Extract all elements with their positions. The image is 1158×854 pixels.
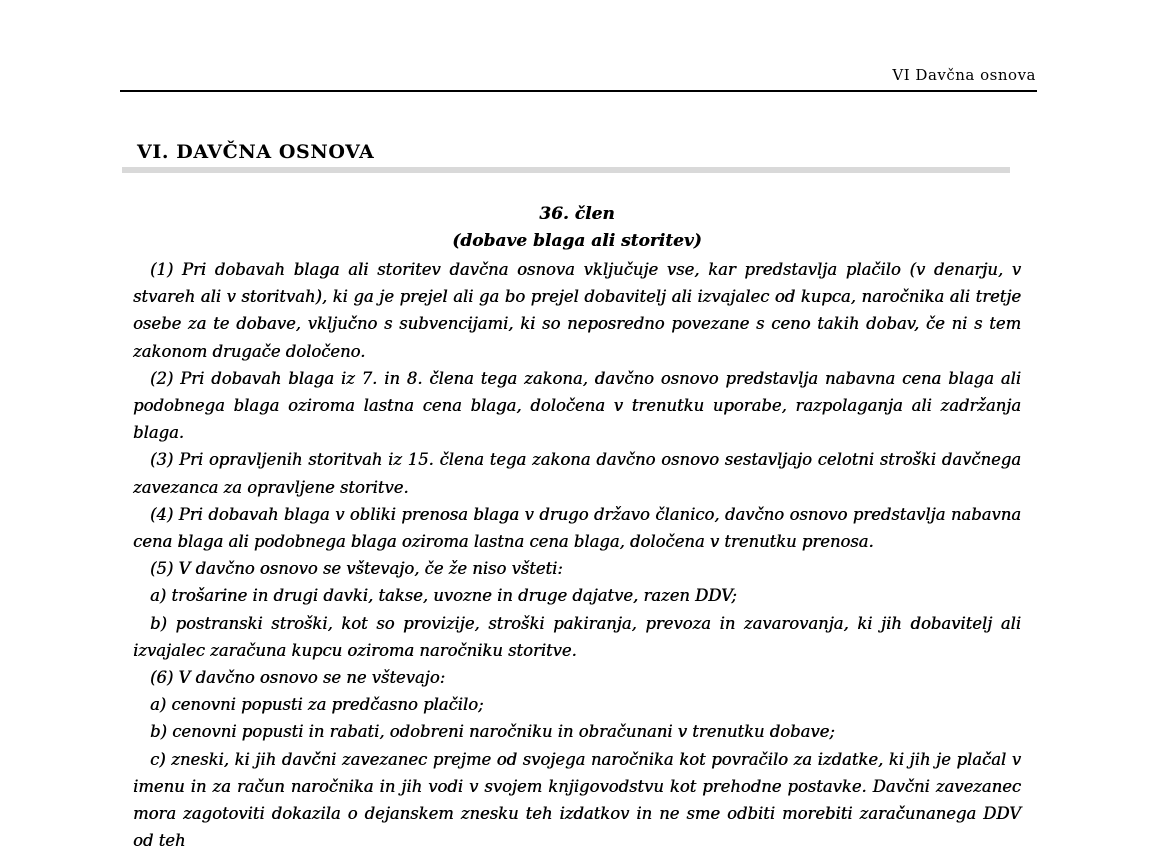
running-header: VI Davčna osnova [892,66,1036,84]
paragraph: b) postranski stroški, kot so provizije, stroški pakiranja, prevoza in zavarovanja, ki jih dobavitelj ali izvajalec zaračuna kupcu oziroma naročniku storitve. [133,613,1021,660]
article-subtitle: (dobave blaga ali storitev) [452,231,702,251]
article-header [133,201,1021,255]
paragraph: (5) V davčno osnovo se vštevajo, če že niso všteti: [150,559,563,579]
paragraph: (6) V davčno osnovo se ne vštevajo: [150,668,446,688]
paragraph: b) cenovni popusti in rabati, odobreni naročniku in obračunani v trenutku dobave; [150,722,835,742]
article-title: 36. člen [539,204,615,224]
heading-divider-bar [122,167,1010,173]
article-body [133,256,1021,854]
paragraph: (3) Pri opravljenih storitvah iz 15. člena tega zakona davčno osnovo sestavljajo celotni stroški davčnega zavezanca za opravljene storitve. [133,450,1021,497]
paragraph: c) zneski, ki jih davčni zavezanec prejme od svojega naročnika kot povračilo za izdatke, ki jih je plačal v imenu in za račun naročnika in jih vodi v svojem knjigovodstvu kot prehodne postavke. Davčni zavezanec mora zagotoviti dokazila o dejanskem znesku teh izdatkov in ne sme odbiti morebiti zaračunanega DDV od teh [133,749,1021,851]
paragraph: (4) Pri dobavah blaga v obliki prenosa blaga v drugo državo članico, davčno osnovo predstavlja nabavna cena blaga ali podobnega blaga oziroma lastna cena blaga, določena v trenutku prenosa. [133,504,1021,552]
paragraph: (2) Pri dobavah blaga iz 7. in 8. člena tega zakona, davčno osnovo predstavlja nabavna cena blaga ali podobnega blaga oziroma lastna cena blaga, določena v trenutku uporabe, razpolaganja ali zadržanja blaga. [133,368,1021,443]
paragraph: a) trošarine in drugi davki, takse, uvozne in druge dajatve, razen DDV; [150,586,737,606]
header-rule-divider [120,90,1037,92]
section-heading: VI. DAVČNA OSNOVA [137,141,375,163]
paragraph: (1) Pri dobavah blaga ali storitev davčna osnova vključuje vse, kar predstavlja plačilo (v denarju, v stvareh ali v storitvah), ki ga je prejel ali ga bo prejel dobavitelj ali izvajalec od kupca, naročnika ali tretje osebe za te dobave, vključno s subvencijami, ki so neposredno povezane s ceno takih dobav, če ni s tem zakonom drugače določeno. [133,260,1021,361]
paragraph: a) cenovni popusti za predčasno plačilo; [150,695,484,715]
